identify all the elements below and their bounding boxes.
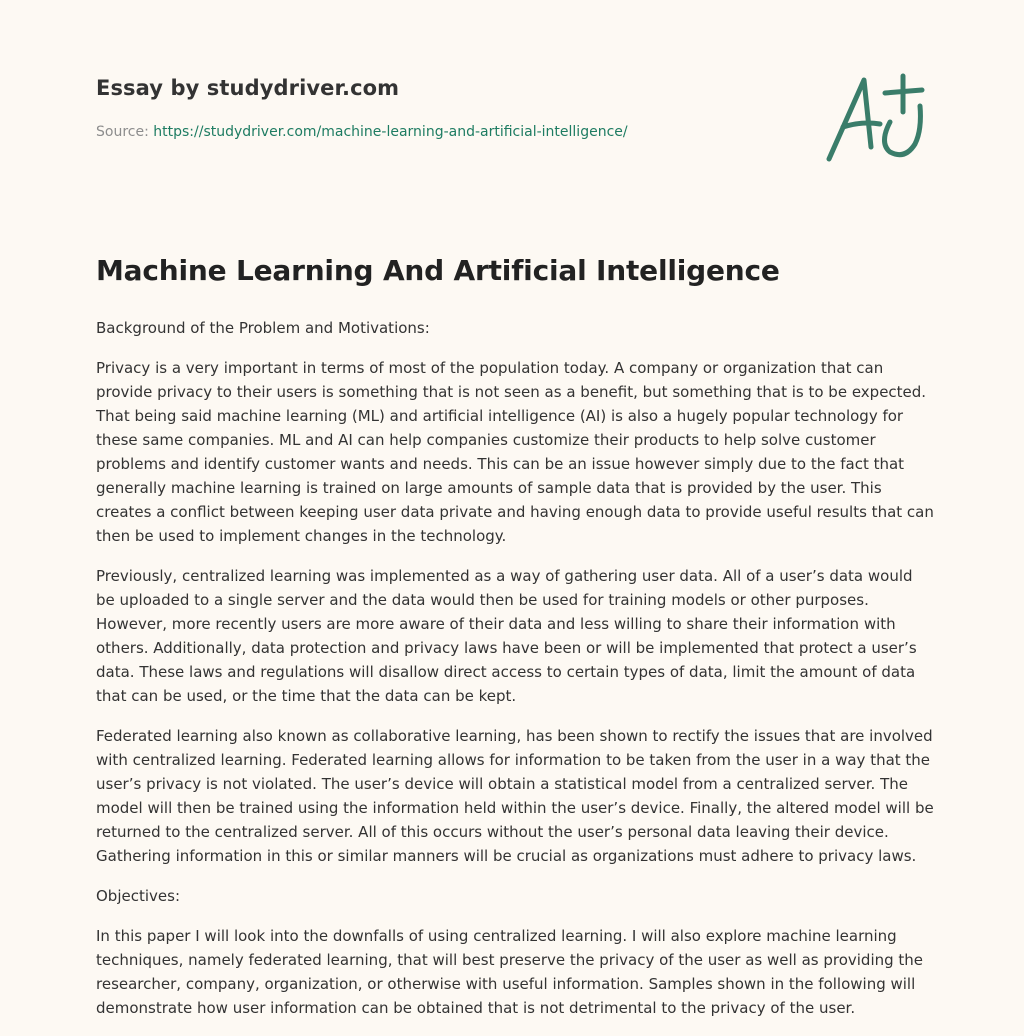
paragraph: Federated learning also known as collaborative learning, has been shown to rectify the issues that are involved with centralized learning. Federated learning allows for information to be taken from the user in a way that the user’s privacy is not violated. The user’s device will obtain a statistical model from a centralized server. The model will then be trained using the information held within the user’s device. Finally, the altered model will be returned to the centralized server. All of this occurs without the user’s personal data leaving their device. Gathering information in this or similar manners will be crucial as organizations must adhere to privacy laws. [96,727,934,865]
source-line [96,124,628,140]
paragraph: Background of the Problem and Motivations: [96,319,430,337]
source-link[interactable]: https://studydriver.com/machine-learning-and-artificial-intelligence/ [153,124,628,140]
site-brand: Essay by studydriver.com [96,76,400,100]
paragraph: In this paper I will look into the downfalls of using centralized learning. I will also explore machine learning techniques, namely federated learning, that will best preserve the privacy of the user as well as providing the researcher, company, organization, or otherwise with useful information. Samples shown in the following will demonstrate how user information can be obtained that is not detrimental to the privacy of the user. [96,927,924,1017]
source-label: Source: [96,124,149,140]
essay-title: Machine Learning And Artificial Intelligence [96,254,780,287]
paragraph: Previously, centralized learning was implemented as a way of gathering user data. All of a user’s data would be uploaded to a single server and the data would then be used for training models or other purposes. However, more recently users are more aware of their data and less willing to share their information with others. Additionally, data protection and privacy laws have been or will be implemented that protect a user’s data. These laws and regulations will disallow direct access to certain types of data, limit the amount of data that can be used, or the time that the data can be kept. [96,567,917,705]
paragraph: Objectives: [96,887,180,905]
paragraph: Privacy is a very important in terms of most of the population today. A company or organization that can provide privacy to their users is something that is not seen as a benefit, but something that is to be expected. That being said machine learning (ML) and artificial intelligence (AI) is also a hugely popular technology for these same companies. ML and AI can help companies customize their products to help solve customer problems and identify customer wants and needs. This can be an issue however simply due to the fact that generally machine learning is trained on large amounts of sample data that is provided by the user. This creates a conflict between keeping user data private and having enough data to provide useful results that can then be used to implement changes in the technology. [96,359,934,545]
essay-body [96,316,936,1036]
a-plus-icon [818,66,930,166]
